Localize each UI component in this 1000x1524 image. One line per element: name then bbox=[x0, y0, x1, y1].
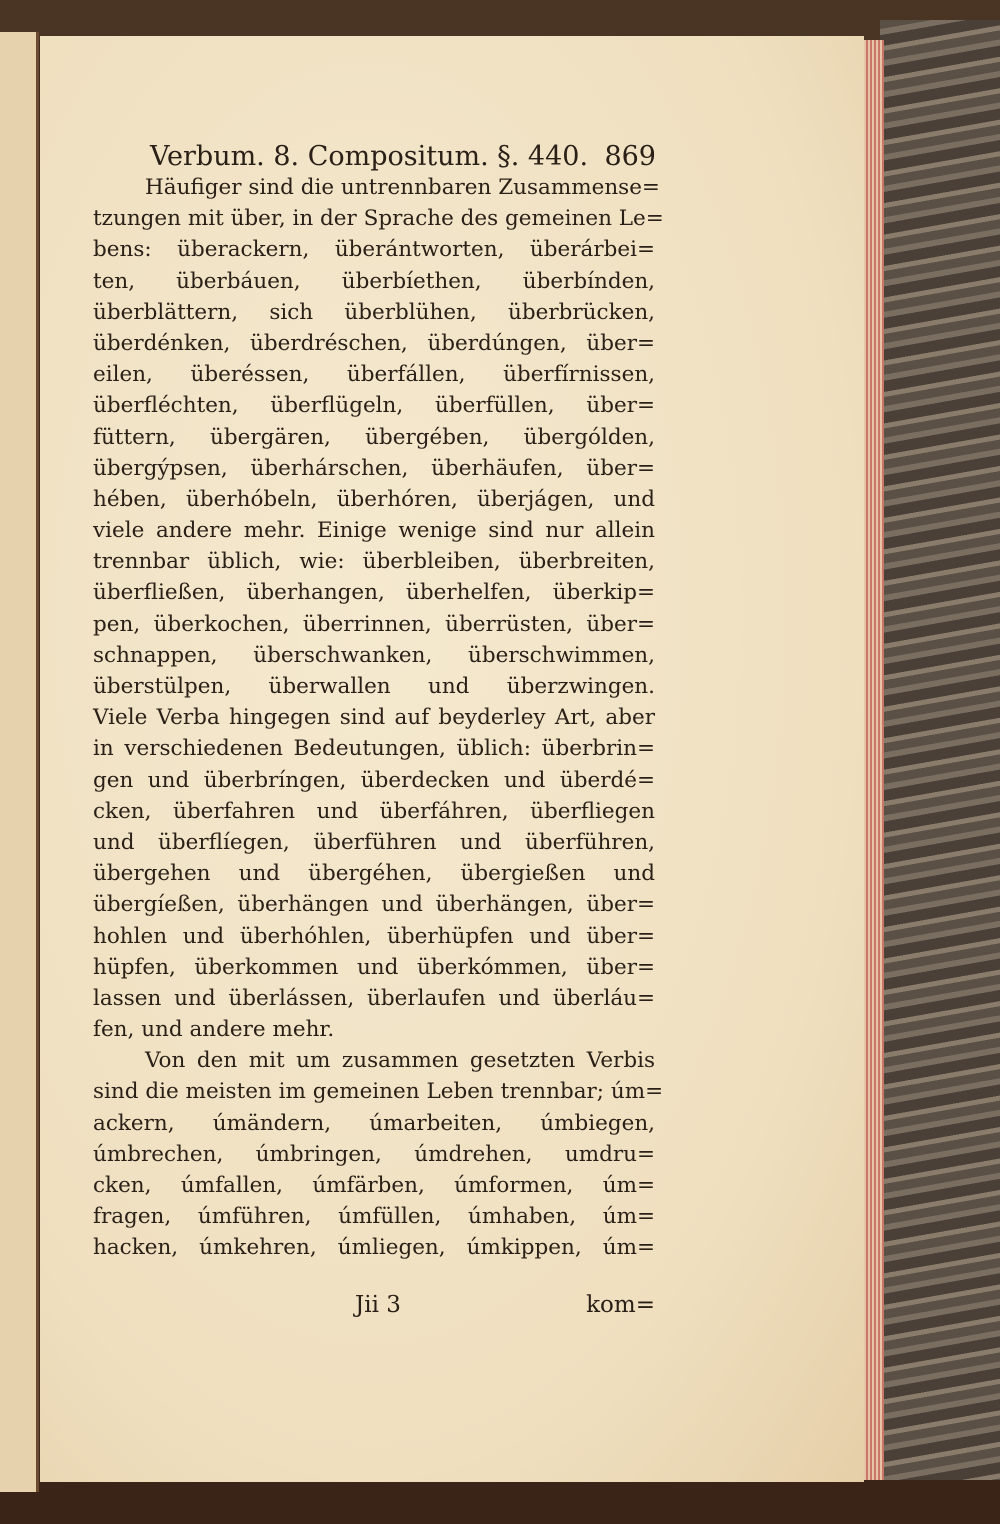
running-header bbox=[150, 141, 656, 172]
page-body-text bbox=[93, 172, 664, 1264]
text-line: überfléchten, überflügeln, überfüllen, über= bbox=[93, 393, 655, 419]
text-line: ten, überbáuen, überbíethen, überbínden, bbox=[93, 268, 655, 294]
text-line: viele andere mehr. Einige wenige sind nur allein bbox=[93, 518, 655, 544]
text-line: überstülpen, überwallen und überzwingen. bbox=[93, 674, 655, 699]
text-line: fen, und andere mehr. bbox=[93, 1017, 335, 1043]
text-line: und überflíegen, überführen und überführen, bbox=[93, 829, 655, 855]
text-line: schnappen, überschwanken, überschwimmen, bbox=[93, 642, 655, 668]
text-line: sind die meisten im gemeinen Leben trennbar; úm= bbox=[93, 1079, 664, 1105]
text-line: übergíeßen, überhängen und überhängen, über= bbox=[93, 892, 655, 918]
text-line: überfließen, überhangen, überhelfen, überkip= bbox=[93, 580, 655, 606]
text-line: trennbar üblich, wie: überbleiben, überbreiten, bbox=[93, 549, 655, 575]
text-line: fragen, úmführen, úmfüllen, úmhaben, úm= bbox=[93, 1204, 655, 1230]
page-number: 869 bbox=[604, 141, 656, 172]
catchword: kom= bbox=[586, 1292, 655, 1318]
text-line: übergehen und übergéhen, übergießen und bbox=[93, 861, 655, 887]
text-line: eilen, überéssen, überfállen, überfírnissen, bbox=[93, 362, 655, 388]
text-line: lassen und überlássen, überlaufen und überláu= bbox=[93, 985, 655, 1011]
text-line: Von den mit um zusammen gesetzten Verbis bbox=[145, 1048, 655, 1074]
text-line: überdénken, überdréschen, überdúngen, über= bbox=[93, 330, 655, 356]
text-line: übergýpsen, überhárschen, überhäufen, über= bbox=[93, 455, 655, 481]
text-line: Viele Verba hingegen sind auf beyderley Art, aber bbox=[93, 705, 655, 731]
text-line: cken, úmfallen, úmfärben, úmformen, úm= bbox=[93, 1173, 655, 1198]
text-line: tzungen mit über, in der Sprache des gemeinen Le= bbox=[93, 206, 664, 232]
text-line: Häufiger sind die untrennbaren Zusammense= bbox=[145, 175, 660, 200]
text-line: hohlen und überhóhlen, überhüpfen und über= bbox=[93, 923, 655, 949]
text-line: ackern, úmändern, úmarbeiten, úmbiegen, bbox=[93, 1110, 655, 1136]
book-cover-top bbox=[0, 0, 1000, 40]
book-cover-bottom bbox=[0, 1480, 1000, 1524]
running-title: Verbum. 8. Compositum. §. 440. bbox=[150, 141, 589, 172]
text-line: füttern, übergären, übergében, übergólden, bbox=[93, 424, 655, 450]
text-line: in verschiedenen Bedeutungen, üblich: überbrin= bbox=[93, 736, 655, 762]
red-page-edges bbox=[862, 40, 884, 1480]
text-line: úmbrechen, úmbringen, úmdrehen, umdru= bbox=[93, 1141, 655, 1167]
facing-page-edge bbox=[0, 32, 39, 1492]
text-line: pen, überkochen, überrinnen, überrüsten, über= bbox=[93, 611, 655, 637]
text-line: hacken, úmkehren, úmliegen, úmkippen, úm= bbox=[93, 1235, 655, 1261]
text-line: cken, überfahren und überfáhren, überfliegen bbox=[93, 798, 655, 824]
text-line: hében, überhóbeln, überhóren, überjágen, und bbox=[93, 486, 655, 512]
text-line: gen und überbríngen, überdecken und überdé= bbox=[93, 767, 655, 793]
text-line: hüpfen, überkommen und überkómmen, über= bbox=[93, 954, 655, 980]
text-line: überblättern, sich überblühen, überbrücken, bbox=[93, 299, 655, 325]
signature-mark: Jii 3 bbox=[355, 1292, 401, 1318]
text-line: bens: überackern, überántworten, überárbei= bbox=[93, 237, 655, 263]
marbled-cover bbox=[880, 20, 1000, 1510]
